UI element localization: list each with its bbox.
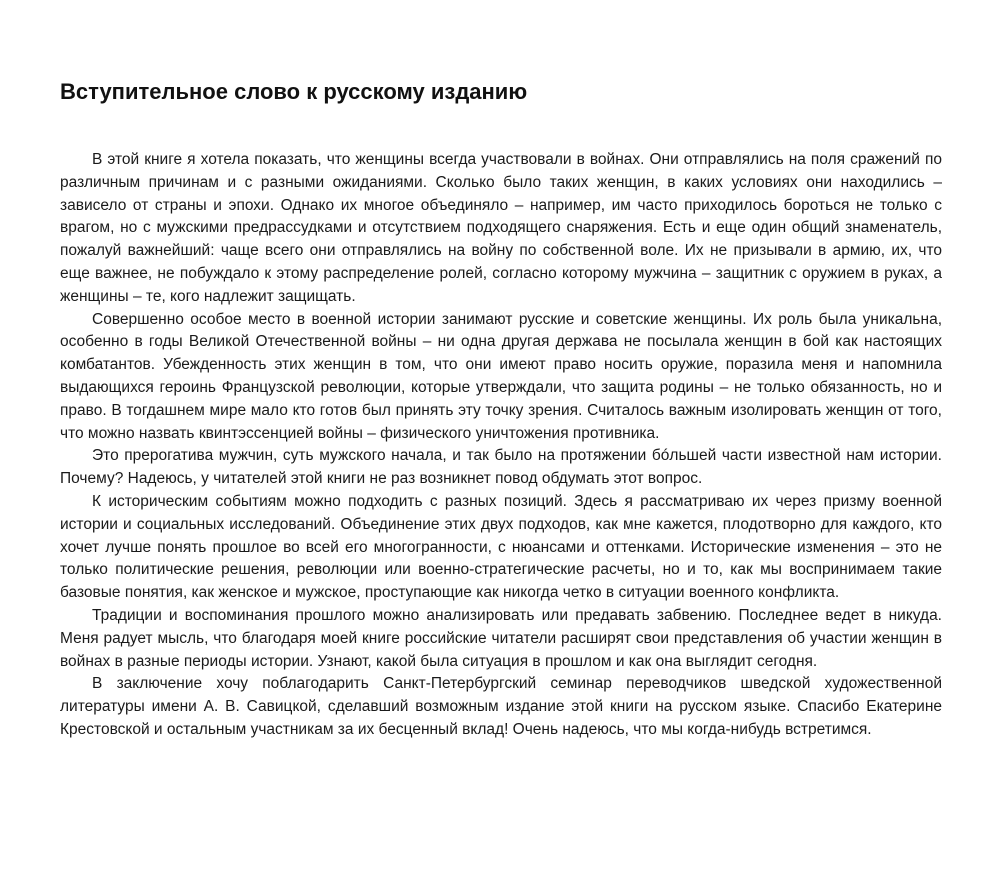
paragraph: В заключение хочу поблагодарить Санкт-Петербургский семинар переводчиков шведской художественной литературы имени А. В. Савицкой, сделавший возможным издание этой книги на русском языке. Спасибо Екатерине Крестовской и остальным участникам за их бесценный вклад! Очень надеюсь, что мы когда-нибудь встретимся.: [60, 675, 942, 738]
paragraph: Это прерогатива мужчин, суть мужского начала, и так было на протяжении бóльшей части известной нам истории. Почему? Надеюсь, у читателей этой книги не раз возникнет повод обдумать этот вопрос.: [60, 447, 942, 488]
paragraph: В этой книге я хотела показать, что женщины всегда участвовали в войнах. Они отправлялись на поля сражений по различным причинам и с разными ожиданиями. Сколько было таких женщин, в каких условиях они находились – зависело от страны и эпохи. Однако их многое объединяло – например, им часто приходилось бороться не только с врагом, но с мужскими предрассудками и отсутствием подходящего снаряжения. Есть и еще один общий знаменатель, пожалуй важнейший: чаще всего они отправлялись на войну по собственной воле. Их не призывали в армию, их, что еще важнее, не побуждало к этому распределение ролей, согласно которому мужчина – защитник с оружием в руках, а женщины – те, кого надлежит защищать.: [60, 151, 942, 305]
body-text: [60, 149, 942, 742]
paragraph: Традиции и воспоминания прошлого можно анализировать или предавать забвению. Последнее ведет в никуда. Меня радует мысль, что благодаря моей книге российские читатели расширят свои представления об участии женщин в войнах в разные периоды истории. Узнают, какой была ситуация в прошлом и как она выглядит сегодня.: [60, 606, 942, 670]
paragraph: К историческим событиям можно подходить с разных позиций. Здесь я рассматриваю их через призму военной истории и социальных исследований. Объединение этих двух подходов, как мне кажется, плодотворно для каждого, кто хочет лучше понять прошлое во всей его многогранности, с нюансами и оттенками. Исторические изменения – это не только политические решения, революции или военно-стратегические расчеты, но и то, как мы воспринимаем такие базовые понятия, как женское и мужское, проступающие как никогда четко в ситуации военного конфликта.: [60, 492, 942, 602]
page-title: Вступительное слово к русскому изданию: [60, 79, 528, 104]
paragraph: Совершенно особое место в военной истории занимают русские и советские женщины. Их роль была уникальна, особенно в годы Великой Отечественной войны – ни одна другая держава не посылала женщин в бой как настоящих комбатантов. Убежденность этих женщин в том, что они имеют право носить оружие, поразила меня и напомнила выдающихся героинь Французской революции, которые утверждали, что защита родины – не только обязанность, но и право. В тогдашнем мире мало кто готов был принять эту точку зрения. Считалось важным изолировать женщин от того, что можно назвать квинтэссенцией войны – физического уничтожения противника.: [60, 310, 942, 442]
